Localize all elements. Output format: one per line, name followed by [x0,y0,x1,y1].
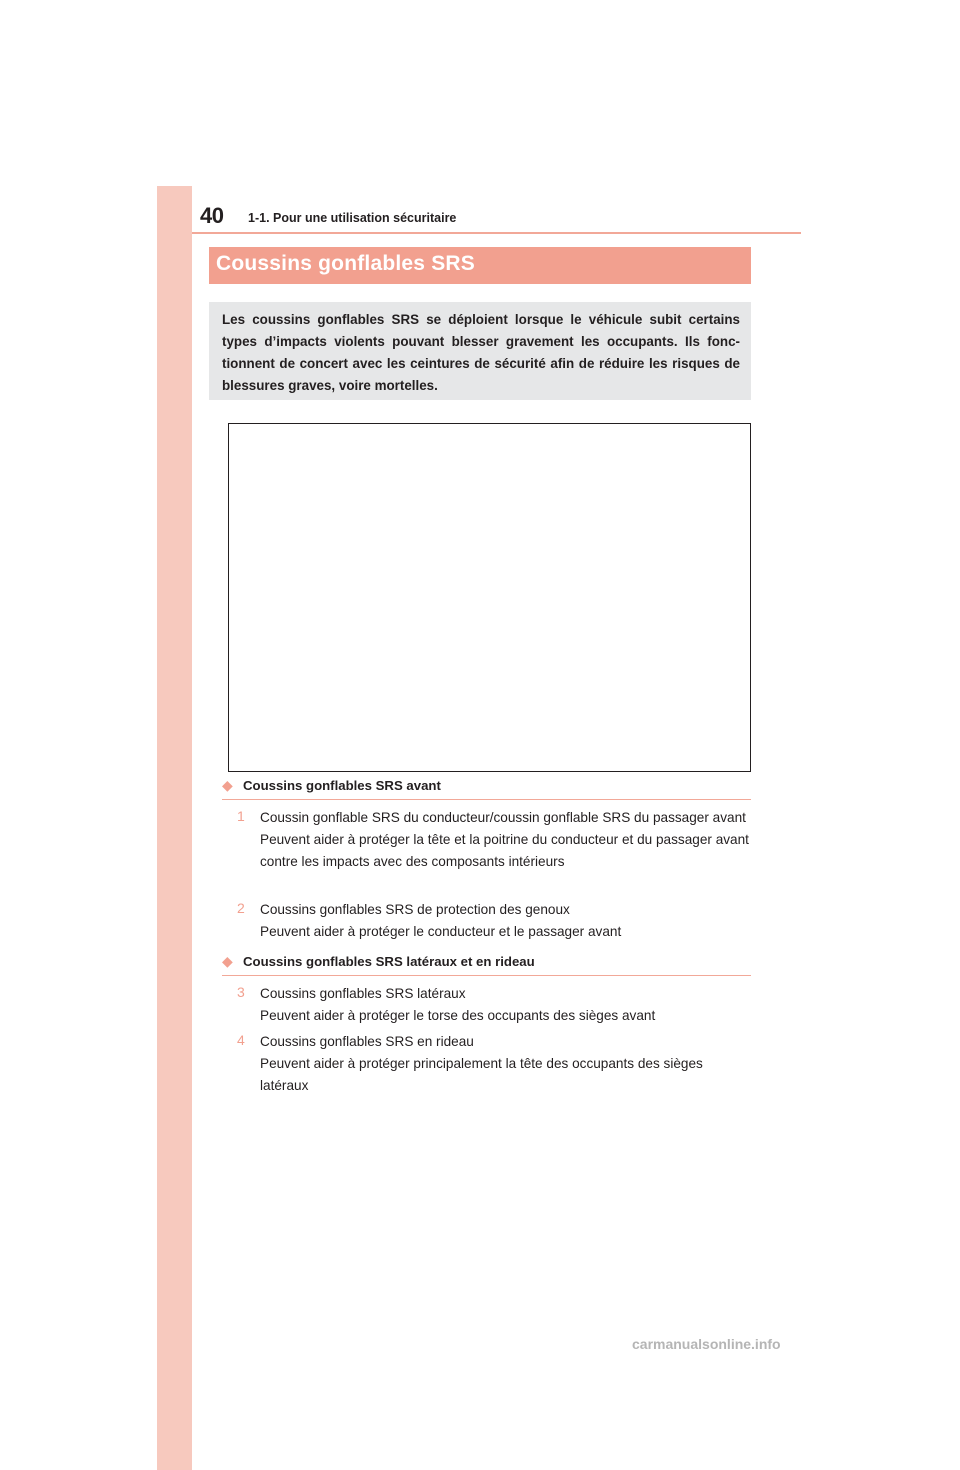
chapter-title: 1-1. Pour une utilisation sécuritaire [248,211,457,225]
item-number: 2 [237,900,245,916]
intro-text: Les coussins gonflables SRS se déploient lorsque le véhicule subit certains types d’impacts violents pouvant blesser gravement les occupants. Ils fonc-tionnent de concert avec les ceintures de sécurité afin de réduire les risques de blessures graves, voire mortelles. [222,312,740,393]
page-number: 40 [200,203,224,228]
item-name: Coussin gonflable SRS du conducteur/coussin gonflable SRS du passager avant [260,810,746,825]
subheading-side-curtain-airbags [222,953,751,976]
subheading-front-airbags [222,777,751,800]
item-number: 1 [237,808,245,824]
item-description: Peuvent aider à protéger le conducteur et le passager avant [260,924,622,939]
header-rule [192,232,801,234]
subheading-label: Coussins gonflables SRS latéraux et en rideau [243,954,535,969]
item-description: Peuvent aider à protéger principalement la tête des occupants des sièges latéraux [260,1056,703,1093]
item-description: Peuvent aider à protéger la tête et la poitrine du conducteur et du passager avant contre les impacts avec des composants intérieurs [260,832,749,869]
item-name: Coussins gonflables SRS latéraux [260,986,466,1001]
item-number: 3 [237,984,245,1000]
item-number: 4 [237,1032,245,1048]
diamond-icon: ◆ [222,777,233,793]
item-description: Peuvent aider à protéger le torse des occupants des sièges avant [260,1008,656,1023]
side-color-band [157,186,192,1470]
watermark: carmanualsonline.info [632,1336,781,1352]
airbag-illustration-frame [228,423,751,772]
subheading-label: Coussins gonflables SRS avant [243,778,441,793]
item-name: Coussins gonflables SRS de protection des genoux [260,902,570,917]
diamond-icon: ◆ [222,953,233,969]
item-name: Coussins gonflables SRS en rideau [260,1034,474,1049]
section-title: Coussins gonflables SRS [216,252,475,275]
